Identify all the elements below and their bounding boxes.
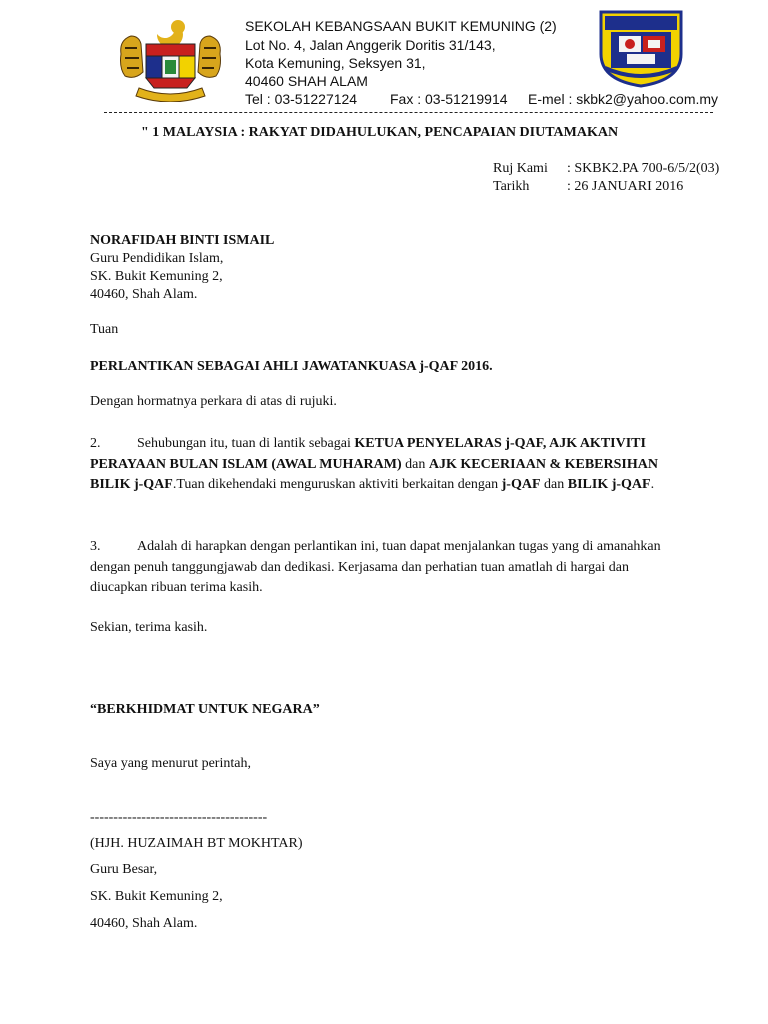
email: E-mel : skbk2@yahoo.com.my	[528, 91, 719, 107]
paragraph-2-bold-c: j-QAF	[501, 477, 541, 492]
letterhead-divider	[104, 112, 713, 113]
ruj-label: Ruj Kami	[493, 161, 548, 176]
signatory-name: (HJH. HUZAIMAH BT MOKHTAR)	[90, 836, 303, 851]
paragraph-2	[90, 434, 675, 496]
address-line-2: Kota Kemuning, Seksyen 31,	[245, 55, 426, 71]
closing-line: Sekian, terima kasih.	[90, 620, 208, 635]
paragraph-2-text-b: dan	[401, 456, 429, 472]
reference-row	[493, 161, 719, 177]
fax: Fax : 03-51219914	[390, 91, 508, 107]
recipient-line-3: 40460, Shah Alam.	[90, 287, 198, 302]
paragraph-2-text-d: dan	[540, 477, 568, 492]
signatory-line-1: SK. Bukit Kemuning 2,	[90, 889, 223, 904]
tarikh-label: Tarikh	[493, 179, 530, 194]
recipient-line-1: Guru Pendidikan Islam,	[90, 251, 224, 266]
paragraph-2-text-e: .	[650, 477, 655, 492]
tarikh-value: : 26 JANUARI 2016	[567, 179, 684, 194]
recipient-line-2: SK. Bukit Kemuning 2,	[90, 269, 223, 284]
motto: “BERKHIDMAT UNTUK NEGARA”	[90, 702, 320, 717]
signoff: Saya yang menurut perintah,	[90, 756, 251, 771]
salutation: Tuan	[90, 322, 119, 337]
ruj-value: : SKBK2.PA 700-6/5/2(03)	[567, 161, 720, 176]
paragraph-2-number: 2.	[90, 436, 101, 451]
subject-line: PERLANTIKAN SEBAGAI AHLI JAWATANKUASA j-QAF 2016.	[90, 359, 493, 374]
address-line-1: Lot No. 4, Jalan Anggerik Doritis 31/143,	[245, 37, 496, 53]
paragraph-3-number: 3.	[90, 539, 101, 554]
paragraph-2-bold-d: BILIK j-QAF	[567, 477, 651, 492]
paragraph-3-text: Adalah di harapkan dengan perlantikan ini, tuan dapat menjalankan tugas yang di amanahkan dengan penuh tanggungjawab dan dedikasi. Kerjasama dan perhatian tuan amatlah di hargai dan diucapkan ribuan terima kasih.	[90, 539, 661, 595]
school-logo	[597, 10, 685, 88]
recipient-name: NORAFIDAH BINTI ISMAIL	[90, 233, 275, 248]
paragraph-2-text-a: Sehubungan itu, tuan di lantik sebagai	[137, 436, 355, 451]
address-line-3: 40460 SHAH ALAM	[245, 73, 368, 89]
signature-line: --------------------------------------	[90, 810, 268, 825]
telephone: Tel : 03-51227124	[245, 91, 358, 107]
paragraph-2-bold-b: AJK KECERIAAN & KEBERSIHAN BILIK j-QAF	[90, 456, 658, 492]
paragraph-2-bold-a: KETUA PENYELARAS j-QAF, AJK AKTIVITI PERAYAAN BULAN ISLAM (AWAL MUHARAM)	[90, 436, 646, 472]
paragraph-2-text-c: .Tuan dikehendaki menguruskan aktiviti berkaitan dengan	[172, 477, 502, 492]
paragraph-3	[90, 537, 675, 599]
national-slogan: " 1 MALAYSIA : RAKYAT DIDAHULUKAN, PENCAPAIAN DIUTAMAKAN	[141, 125, 619, 140]
date-row	[493, 179, 683, 195]
malaysia-coat-of-arms	[113, 14, 228, 102]
paragraph-1: Dengan hormatnya perkara di atas di rujuki.	[90, 394, 337, 409]
signatory-title: Guru Besar,	[90, 862, 158, 877]
signatory-line-2: 40460, Shah Alam.	[90, 916, 198, 931]
school-name: SEKOLAH KEBANGSAAN BUKIT KEMUNING (2)	[245, 18, 557, 34]
